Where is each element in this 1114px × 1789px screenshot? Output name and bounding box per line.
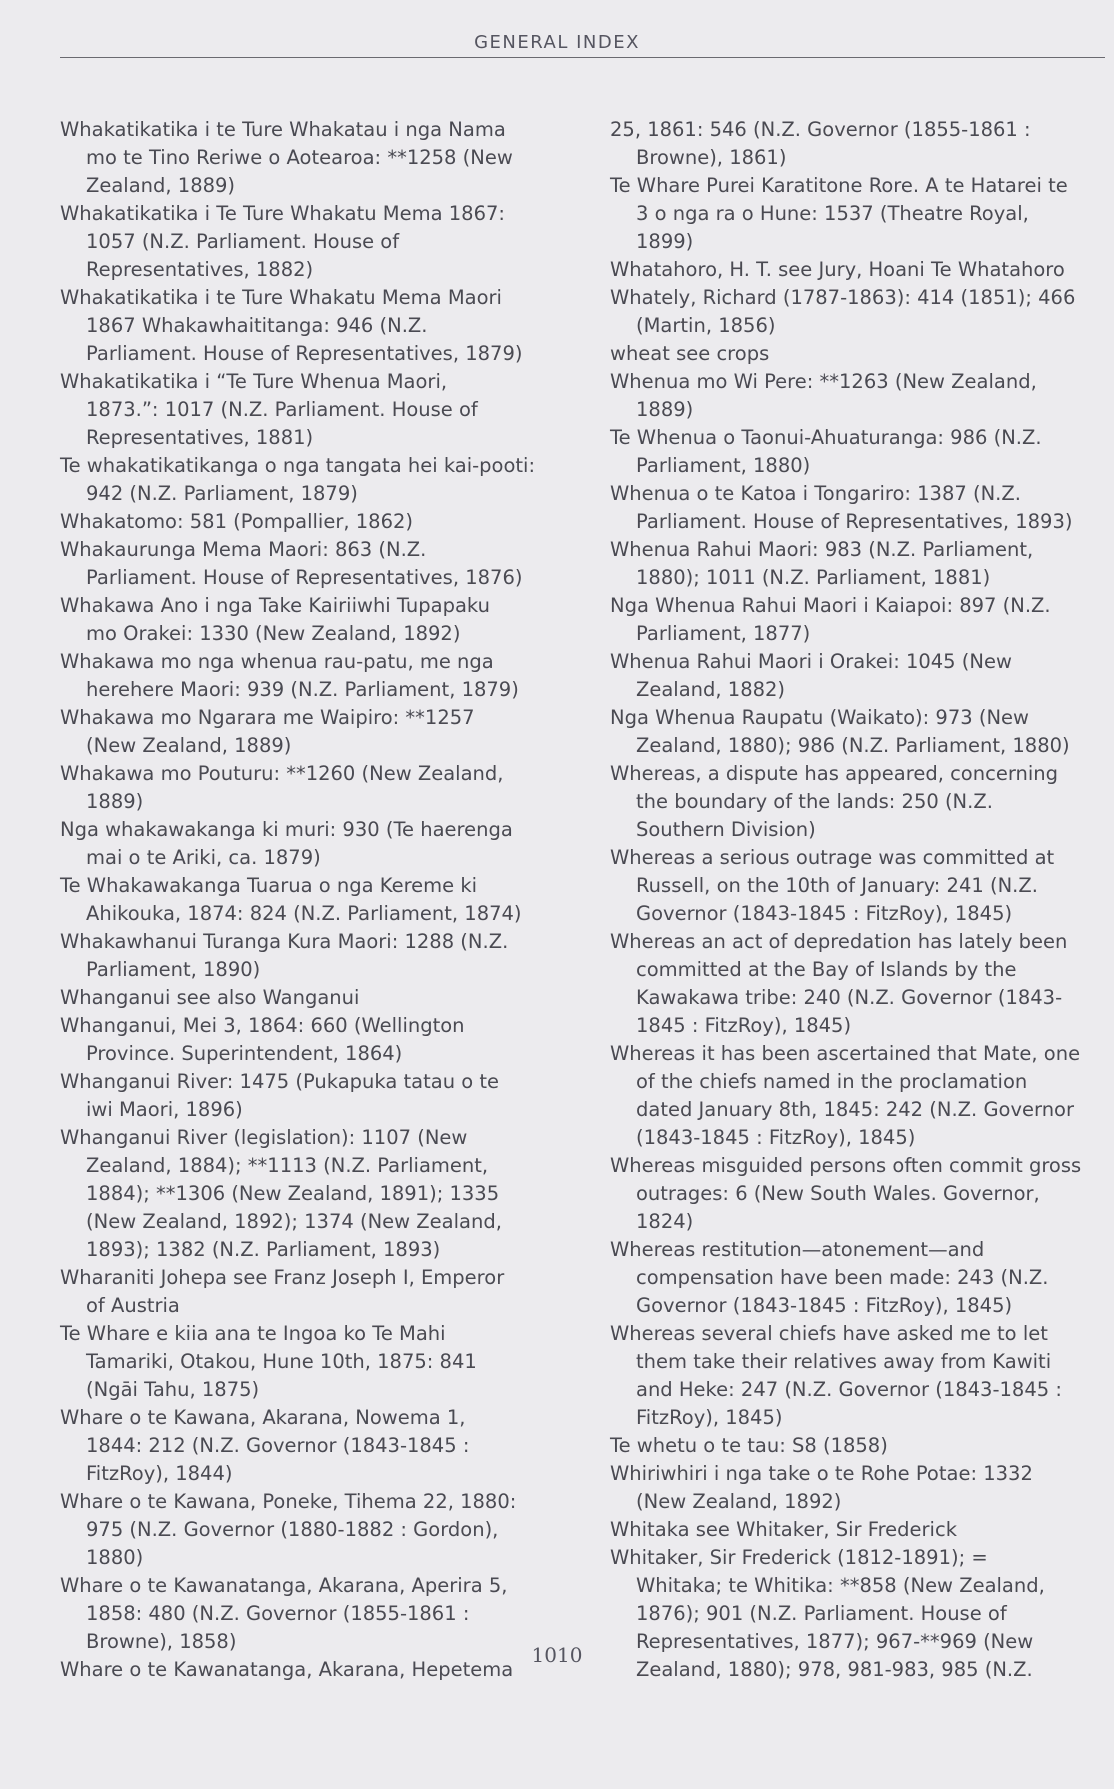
index-entry: Whereas it has been ascertained that Mate, one of the chiefs named in the proclamation dated January 8th, 1845: 242 (N.Z. Governor (1843-1845 : FitzRoy), 1845) [610, 1042, 1081, 1149]
index-entry: Whereas misguided persons often commit gross outrages: 6 (New South Wales. Governor, 1824) [610, 1154, 1082, 1233]
index-entry: Whitaker, Sir Frederick (1812-1891); = Whitaka; te Whitika: **858 (New Zealand, 1876); 901 (N.Z. Parliament. House of Representatives, 1877); 967-**969 (New Zealand, 1880); 978, 981-983, 985 (N.Z. [610, 1546, 1045, 1681]
index-entry: Nga Whenua Raupatu (Waikato): 973 (New Zealand, 1880); 986 (N.Z. Parliament, 1880) [610, 706, 1070, 757]
index-entry: Nga Whenua Rahui Maori i Kaiapoi: 897 (N.Z. Parliament, 1877) [610, 594, 1051, 645]
index-entry: Whatahoro, H. T. see Jury, Hoani Te Whatahoro [610, 258, 1065, 281]
index-entry: Whanganui River (legislation): 1107 (New Zealand, 1884); **1113 (N.Z. Parliament, 1884); **1306 (New Zealand, 1891); 1335 (New Zealand, 1892); 1374 (New Zealand, 1893); 1382 (N.Z. Parliament, 1893) [60, 1126, 502, 1261]
index-entry: Wharaniti Johepa see Franz Joseph I, Emperor of Austria [60, 1266, 505, 1317]
index-entry: Te Whakawakanga Tuarua o nga Kereme ki Ahikouka, 1874: 824 (N.Z. Parliament, 1874) [60, 874, 522, 925]
right-column [610, 116, 1110, 1684]
index-entry: Whare o te Kawanatanga, Akarana, Hepetema [60, 1658, 514, 1681]
running-header: GENERAL INDEX [474, 32, 640, 53]
index-entry: Whiriwhiri i nga take o te Rohe Potae: 1332 (New Zealand, 1892) [610, 1462, 1033, 1513]
left-column [60, 116, 560, 1684]
index-entry: 25, 1861: 546 (N.Z. Governor (1855-1861 : Browne), 1861) [610, 118, 1031, 169]
index-entry: Whereas, a dispute has appeared, concerning the boundary of the lands: 250 (N.Z. Southern Division) [610, 762, 1059, 841]
index-entry: Whereas restitution—atonement—and compensation have been made: 243 (N.Z. Governor (1843-1845 : FitzRoy), 1845) [610, 1238, 1049, 1317]
index-entry: Te whetu o te tau: S8 (1858) [610, 1434, 888, 1457]
index-entry: Te whakatikatikanga o nga tangata hei kai-pooti: 942 (N.Z. Parliament, 1879) [60, 454, 536, 505]
index-entry: Whenua Rahui Maori i Orakei: 1045 (New Zealand, 1882) [610, 650, 1012, 701]
index-entry: Whakatikatika i “Te Ture Whenua Maori, 1873.”: 1017 (N.Z. Parliament. House of Representatives, 1881) [60, 370, 478, 449]
index-entry: Whenua Rahui Maori: 983 (N.Z. Parliament, 1880); 1011 (N.Z. Parliament, 1881) [610, 538, 1034, 589]
index-entry: Whakatikatika i te Ture Whakatau i nga Nama mo te Tino Reriwe o Aotearoa: **1258 (New Zealand, 1889) [60, 118, 513, 197]
index-entry: Whereas a serious outrage was committed at Russell, on the 10th of January: 241 (N.Z. Governor (1843-1845 : FitzRoy), 1845) [610, 846, 1055, 925]
index-entry: Whare o te Kawana, Akarana, Nowema 1, 1844: 212 (N.Z. Governor (1843-1845 : FitzRoy), 1844) [60, 1406, 470, 1485]
header-rule [60, 57, 1105, 58]
index-entry: Whenua o te Katoa i Tongariro: 1387 (N.Z. Parliament. House of Representatives, 1893) [610, 482, 1073, 533]
index-entry: Whakatomo: 581 (Pompallier, 1862) [60, 510, 413, 533]
index-entry: Whakawa mo Pouturu: **1260 (New Zealand, 1889) [60, 762, 504, 813]
index-entry: Whereas an act of depredation has lately been committed at the Bay of Islands by the Kawakawa tribe: 240 (N.Z. Governor (1843- 1845 : FitzRoy), 1845) [610, 930, 1068, 1037]
index-entry: Whakawa Ano i nga Take Kairiiwhi Tupapaku mo Orakei: 1330 (New Zealand, 1892) [60, 594, 490, 645]
index-entry: Whenua mo Wi Pere: **1263 (New Zealand, 1889) [610, 370, 1037, 421]
index-entry: Whakaurunga Mema Maori: 863 (N.Z. Parliament. House of Representatives, 1876) [60, 538, 523, 589]
index-entry: Whately, Richard (1787-1863): 414 (1851); 466 (Martin, 1856) [610, 286, 1076, 337]
index-entry: Whare o te Kawana, Poneke, Tihema 22, 1880: 975 (N.Z. Governor (1880-1882 : Gordon), 1880) [60, 1490, 517, 1569]
index-entry: Whanganui, Mei 3, 1864: 660 (Wellington Province. Superintendent, 1864) [60, 1014, 465, 1065]
index-entry: Whanganui see also Wanganui [60, 986, 360, 1009]
index-entry: Whakawa mo Ngarara me Waipiro: **1257 (New Zealand, 1889) [60, 706, 475, 757]
index-entry: Whakatikatika i Te Ture Whakatu Mema 1867: 1057 (N.Z. Parliament. House of Representatives, 1882) [60, 202, 505, 281]
index-entry: Whanganui River: 1475 (Pukapuka tatau o te iwi Maori, 1896) [60, 1070, 500, 1121]
index-entry: wheat see crops [610, 342, 770, 365]
index-entry: Te Whare Purei Karatitone Rore. A te Hatarei te 3 o nga ra o Hune: 1537 (Theatre Royal, 1899) [610, 174, 1068, 253]
index-entry: Whereas several chiefs have asked me to let them take their relatives away from Kawiti and Heke: 247 (N.Z. Governor (1843-1845 : FitzRoy), 1845) [610, 1322, 1062, 1429]
index-entry: Whitaka see Whitaker, Sir Frederick [610, 1518, 957, 1541]
index-entry: Whakatikatika i te Ture Whakatu Mema Maori 1867 Whakawhaititanga: 946 (N.Z. Parliament. House of Representatives, 1879) [60, 286, 523, 365]
index-entry: Whakawa mo nga whenua rau-patu, me nga herehere Maori: 939 (N.Z. Parliament, 1879) [60, 650, 519, 701]
index-entry: Whare o te Kawanatanga, Akarana, Aperira 5, 1858: 480 (N.Z. Governor (1855-1861 : Browne), 1858) [60, 1574, 508, 1653]
index-entry: Te Whare e kiia ana te Ingoa ko Te Mahi Tamariki, Otakou, Hune 10th, 1875: 841 (Ngāi Tahu, 1875) [60, 1322, 477, 1401]
index-entry: Whakawhanui Turanga Kura Maori: 1288 (N.Z. Parliament, 1890) [60, 930, 509, 981]
index-entry: Nga whakawakanga ki muri: 930 (Te haerenga mai o te Ariki, ca. 1879) [60, 818, 513, 869]
index-entry: Te Whenua o Taonui-Ahuaturanga: 986 (N.Z. Parliament, 1880) [610, 426, 1042, 477]
page-number: 1010 [531, 1643, 583, 1667]
